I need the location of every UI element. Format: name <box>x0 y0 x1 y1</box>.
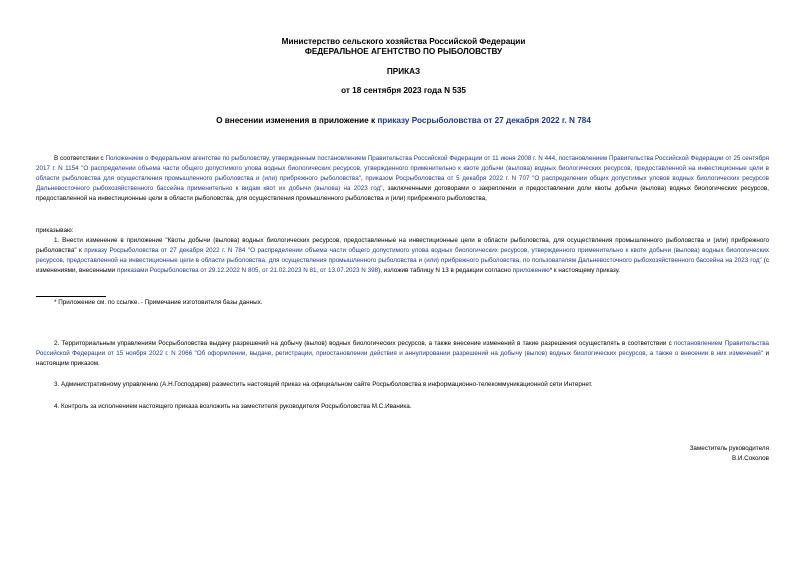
document-date: от 18 сентября 2023 года N 535 <box>341 86 466 95</box>
decree-2066-link[interactable]: постановлением Правительства Российской Федерации от 15 ноября 2022 г. N 2066 "Об оформлении, выдаче, регистрации, приостановлении действия и аннулировании разрешений на добычу (вылов) водных биологических ресурсов, а также о внесении в них изменений" <box>36 340 769 357</box>
item-1-text-3: ), изложив таблицу N 13 в редакции согласно <box>378 267 513 274</box>
item-1-paragraph <box>36 236 769 276</box>
document-type: ПРИКАЗ <box>386 67 421 76</box>
order-784-link[interactable]: приказу Росрыболовства от 27 декабря 2022 г. N 784 "О распределении объема части общего допустимого улова водных биологических ресурсов, утвержденного применительно к квоте добычи (вылова) водных биологических ресурсов, предоставленной на инвестиционные цели в области рыболовства, для осуществления промышленного рыболовства и (или) прибрежного рыболовства, по пользователям Дальневосточного рыбохозяйственного бассейна на 2023 год" <box>36 247 769 264</box>
subject-text: О внесении изменения в приложение к <box>216 116 378 125</box>
footnote-separator <box>36 296 106 297</box>
item-4-paragraph: 4. Контроль за исполнением настоящего приказа возложить на заместителя руководителя Росрыболовства М.С.Иваника. <box>54 403 412 410</box>
preamble-text-4: , заключенными договорами о закреплении и предоставлении доли квоты добычи (вылова) водных биологических ресурсов, предоставленной на инвестиционные цели в области рыболовства, для осуществления промышленного рыболовства и (или) прибрежного рыболовства, <box>36 185 769 202</box>
preamble-text-1: В соответствии с <box>54 155 106 162</box>
regulation-link[interactable]: Положением о Федеральном агентстве по рыболовству, утвержденным постановлением Правительства Российской Федерации от 11 июня 2008 г. N 444 <box>105 155 556 162</box>
item-2-paragraph <box>36 339 769 369</box>
agency-name: ФЕДЕРАЛЬНОЕ АГЕНТСТВО ПО РЫБОЛОВСТВУ <box>304 47 503 56</box>
order-word: приказываю: <box>36 227 74 234</box>
document-subject <box>0 116 807 125</box>
item-2-text-2: и настоящим приказом. <box>36 350 769 367</box>
item-2-text-1: 2. Территориальным управлениям Росрыболовства выдачу разрешений на добычу (вылов) водных биологических ресурсов, а также внесение изменений в такие разрешения осуществлять в соответствии с <box>54 340 674 347</box>
signature-name: В.И.Соколов <box>731 455 769 462</box>
ministry-name: Министерство сельского хозяйства Российской Федерации <box>281 37 526 46</box>
item-1-text-4: * к настоящему приказу. <box>549 267 621 274</box>
preamble-text-3: , <box>360 175 366 182</box>
government-decree-link[interactable]: постановлением Правительства Российской Федерации от 25 сентября 2017 г. N 1154 "О распределении объема части общего допустимого улова водных биологических ресурсов, утвержденного применительно к квоте добычи (вылова) водных биологических ресурсов, предоставленной на инвестиционные цели в области рыболовства для осуществления промышленного рыболовства и (или) прибрежного рыболовства" <box>36 155 770 182</box>
signature-position: Заместитель руководителя <box>689 445 769 452</box>
item-1-text-1: 1. Внести изменение в приложение "Квоты добычи (вылова) водных биологических ресурсов, предоставленные на инвестиционные цели в области рыболовства, для осуществления промышленного рыболовства и (или) прибрежного рыболовства" к <box>36 237 769 254</box>
preamble-paragraph <box>36 154 769 204</box>
item-3-paragraph: 3. Административному управлению (А.Н.Господарев) разместить настоящий приказ на официальном сайте Росрыболовства в информационно-телекоммуникационной сети Интернет. <box>54 381 593 388</box>
footnote: * Приложение см. по ссылке. - Примечание изготовителя базы данных. <box>54 299 263 306</box>
subject-order-link[interactable]: приказу Росрыболовства от 27 декабря 2022 г. N 784 <box>377 116 591 125</box>
appendix-link[interactable]: приложению <box>512 267 550 274</box>
preamble-text-2: , <box>555 155 559 162</box>
item-1-text-2: (с изменениями, внесенными <box>36 257 769 274</box>
order-707-link[interactable]: приказом Росрыболовства от 5 декабря 2022 г. N 707 "О распределении общих допустимых уловов водных биологических ресурсов Дальневосточного рыбохозяйственного бассейна применительно к видам квот их добычи (вылова) на 2023 год" <box>36 175 769 192</box>
amending-orders-link[interactable]: приказами Росрыболовства от 29.12.2022 N 805, от 21.02.2023 N 81, от 13.07.2023 N 398 <box>117 267 379 274</box>
